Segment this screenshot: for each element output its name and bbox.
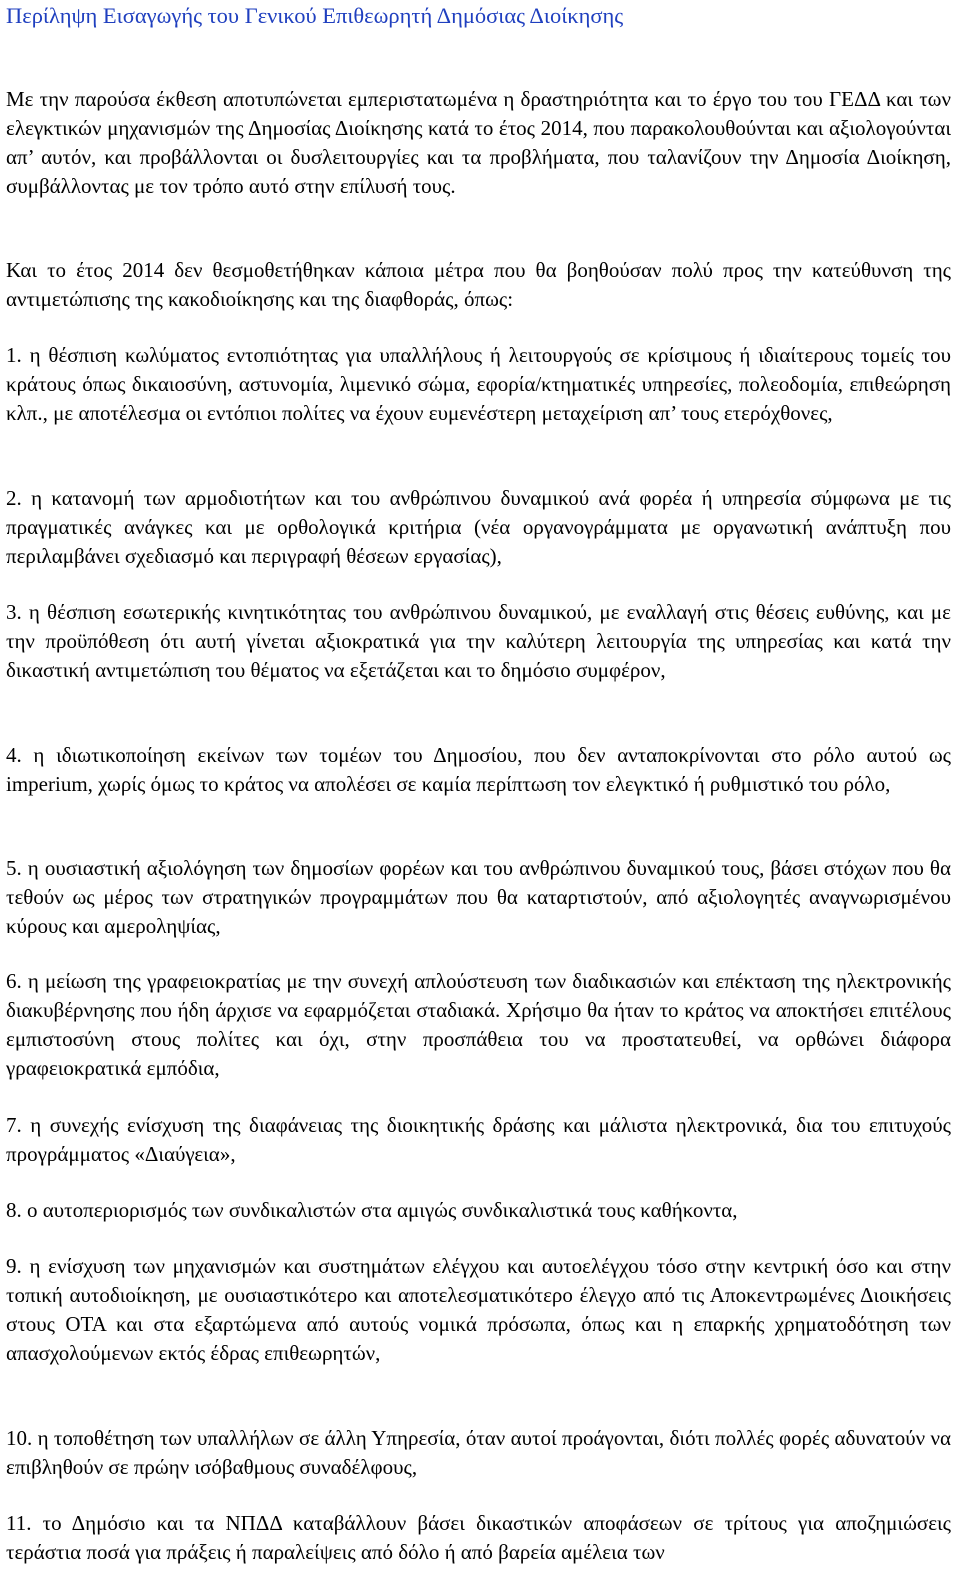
list-item-10: 10. η τοποθέτηση των υπαλλήλων σε άλλη Υπηρεσία, όταν αυτοί προάγονται, διότι πολλές φορές αδυνατούν να επιβληθούν σε πρώην ισόβαθμους συναδέλφους, bbox=[6, 1426, 951, 1479]
list-item-5: 5. η ουσιαστική αξιολόγηση των δημοσίων φορέων και του ανθρώπινου δυναμικού τους, βάσει στόχων που θα τεθούν ως μέρος των στρατηγικών προγραμμάτων που θα καταρτιστούν, από αξιολογητές αναγνωρισμένου κύρους και αμεροληψίας, bbox=[6, 856, 951, 938]
list-item-6: 6. η μείωση της γραφειοκρατίας με την συνεχή απλούστευση των διαδικασιών και επέκταση της ηλεκτρονικής διακυβέρνησης που ήδη άρχισε να εφαρμόζεται σταδιακά. Χρήσιμο θα ήταν το κράτος να αποκτήσει επιτέλους εμπιστοσύνη στους πολίτες και όχι, στην προσπάθεια του να προστατευθεί, να ορθώνει διάφορα γραφειοκρατικά εμπόδια, bbox=[6, 969, 951, 1080]
lead-paragraph: Και το έτος 2014 δεν θεσμοθετήθηκαν κάποια μέτρα που θα βοηθούσαν πολύ προς την κατεύθυνση της αντιμετώπισης της κακοδιοίκησης και της διαφθοράς, όπως: bbox=[6, 258, 951, 311]
document-title: Περίληψη Εισαγωγής του Γενικού Επιθεωρητή Δημόσιας Διοίκησης bbox=[6, 3, 624, 28]
list-item-9: 9. η ενίσχυση των μηχανισμών και συστημάτων ελέγχου και αυτοελέγχου τόσο στην κεντρική όσο και στην τοπική αυτοδιοίκηση, με ουσιαστικότερο και αποτελεσματικότερο έλεγχο από τις Αποκεντρωμένες Διοικήσεις στους ΟΤΑ και στα εξαρτώμενα από αυτούς νομικά πρόσωπα, όπως και η επαρκής χρηματοδότηση των απασχολούμενων εκτός έδρας επιθεωρητών, bbox=[6, 1254, 951, 1365]
list-item-11: 11. το Δημόσιο και τα ΝΠΔΔ καταβάλλουν βάσει δικαστικών αποφάσεων σε τρίτους για αποζημιώσεις τεράστια ποσά για πράξεις ή παραλείψεις από δόλο ή από βαρεία αμέλεια των bbox=[6, 1511, 951, 1564]
list-item-4: 4. η ιδιωτικοποίηση εκείνων των τομέων του Δημοσίου, που δεν ανταποκρίνονται στο ρόλο αυτού ως imperium, χωρίς όμως το κράτος να απολέσει σε καμία περίπτωση τον ελεγκτικό ή ρυθμιστικό του ρόλο, bbox=[6, 743, 951, 796]
list-item-2: 2. η κατανομή των αρμοδιοτήτων και του ανθρώπινου δυναμικού ανά φορέα ή υπηρεσία σύμφωνα με τις πραγματικές ανάγκες και με ορθολογικά κριτήρια (νέα οργανογράμματα με οργανωτική ανάπτυξη που περιλαμβάνει σχεδιασμό και περιγραφή θέσεων εργασίας), bbox=[6, 486, 951, 568]
list-item-3: 3. η θέσπιση εσωτερικής κινητικότητας του ανθρώπινου δυναμικού, με εναλλαγή στις θέσεις ευθύνης, και με την προϋπόθεση ότι αυτή γίνεται αξιοκρατικά για την καλύτερη λειτουργία της υπηρεσίας και κατά την δικαστική αντιμετώπιση του θέματος να εξετάζεται και το δημόσιο συμφέρον, bbox=[6, 600, 951, 682]
list-item-8: 8. ο αυτοπεριορισμός των συνδικαλιστών στα αμιγώς συνδικαλιστικά τους καθήκοντα, bbox=[6, 1198, 738, 1222]
list-item-1: 1. η θέσπιση κωλύματος εντοπιότητας για υπαλλήλους ή λειτουργούς σε κρίσιμους ή ιδιαίτερους τομείς του κράτους όπως δικαιοσύνη, αστυνομία, λιμενικό σώμα, εφορία/κτηματικές υπηρεσίες, πολεοδομία, επιθεώρηση κλπ., με αποτέλεσμα οι εντόπιοι πολίτες να έχουν ευμενέστερη μεταχείριση απ’ τους ετερόχθονες, bbox=[6, 343, 951, 425]
intro-paragraph: Με την παρούσα έκθεση αποτυπώνεται εμπεριστατωμένα η δραστηριότητα και το έργο του του ΓΕΔΔ και των ελεγκτικών μηχανισμών της Δημοσίας Διοίκησης κατά το έτος 2014, που παρακολουθούνται και αξιολογούνται απ’ αυτόν, και προβάλλονται οι δυσλειτουργίες και τα προβλήματα, που ταλανίζουν την Δημοσία Διοίκηση, συμβάλλοντας με τον τρόπο αυτό στην επίλυσή τους. bbox=[6, 87, 951, 198]
list-item-7: 7. η συνεχής ενίσχυση της διαφάνειας της διοικητικής δράσης και μάλιστα ηλεκτρονικά, δια του επιτυχούς προγράμματος «Διαύγεια», bbox=[6, 1113, 951, 1166]
